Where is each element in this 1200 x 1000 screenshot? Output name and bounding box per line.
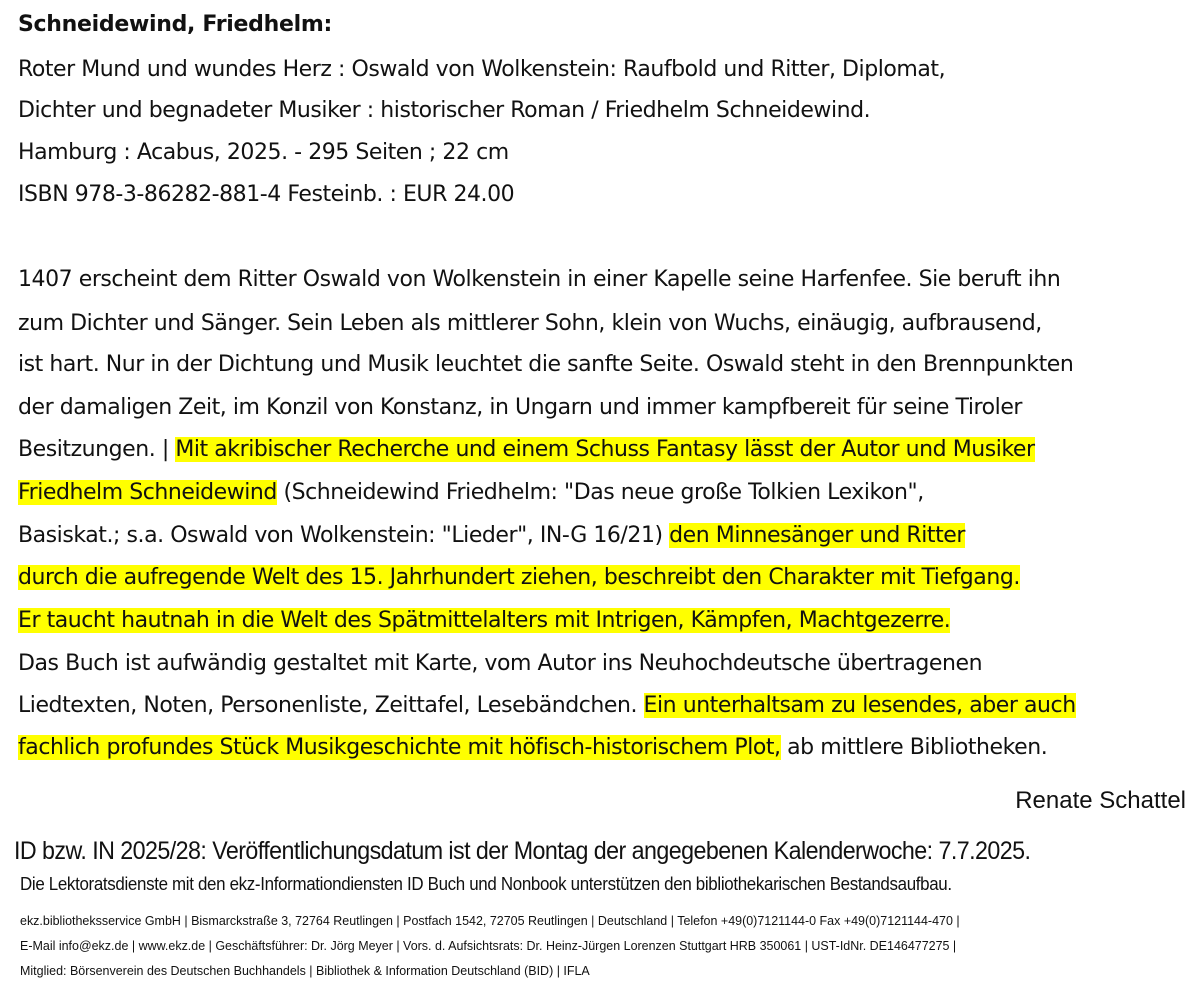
footer-address-line: ekz.bibliotheksservice GmbH | Bismarckstraße 3, 72764 Reutlingen | Postfach 1542, 72705 Reutlingen | Deutschland | Telefon +49(0)7121144-0 Fax +49(0)7121144-470 | <box>20 913 960 928</box>
author-heading: Schneidewind, Friedhelm: <box>18 12 332 37</box>
review-segment: ab mittlere Bibliotheken. <box>780 735 1048 760</box>
highlighted-segment: durch die aufregende Welt des 15. Jahrhundert ziehen, beschreibt den Charakter mit Tiefgang. <box>18 565 1020 590</box>
footer-membership-line: Mitglied: Börsenverein des Deutschen Buchhandels | Bibliothek & Information Deutschland (BID) | IFLA <box>20 963 590 978</box>
highlighted-segment: fachlich profundes Stück Musikgeschichte mit höfisch-historischem Plot, <box>18 735 781 760</box>
footer-contact-line: E-Mail info@ekz.de | www.ekz.de | Geschäftsführer: Dr. Jörg Meyer | Vors. d. Aufsichtsrats: Dr. Heinz-Jürgen Lorenzen Stuttgart HRB 350061 | UST-IdNr. DE146477275 | <box>20 938 957 953</box>
review-line: ist hart. Nur in der Dichtung und Musik leuchtet die sanfte Seite. Oswald steht in den Brennpunkten <box>18 352 1074 377</box>
review-line <box>18 606 950 636</box>
review-line <box>18 521 965 551</box>
reviewer-name: Renate Schattel <box>1015 787 1186 814</box>
review-line: Das Buch ist aufwändig gestaltet mit Karte, vom Autor ins Neuhochdeutsche übertragenen <box>18 651 983 676</box>
review-line <box>18 733 1047 763</box>
service-description-line: Die Lektoratsdienste mit den ekz-Informationdiensten ID Buch und Nonbook unterstützen den bibliothekarischen Bestandsaufbau. <box>20 874 952 894</box>
review-segment: Besitzungen. | <box>18 437 176 462</box>
highlighted-segment: Friedhelm Schneidewind <box>18 480 277 505</box>
highlighted-segment: Ein unterhaltsam zu lesendes, aber auch <box>643 693 1076 718</box>
review-segment: Basiskat.; s.a. Oswald von Wolkenstein: "Lieder", IN-G 16/21) <box>18 523 670 548</box>
highlighted-segment: Er taucht hautnah in die Welt des Spätmittelalters mit Intrigen, Kämpfen, Machtgezerre. <box>18 608 951 633</box>
publication-date-line: ID bzw. IN 2025/28: Veröffentlichungsdatum ist der Montag der angegebenen Kalenderwoche: 7.7.2025. <box>14 837 1031 865</box>
highlighted-segment: Mit akribischer Recherche und einem Schuss Fantasy lässt der Autor und Musiker <box>175 437 1035 462</box>
review-line: der damaligen Zeit, im Konzil von Konstanz, in Ungarn und immer kampfbereit für seine Tiroler <box>18 395 1022 420</box>
review-line: zum Dichter und Sänger. Sein Leben als mittlerer Sohn, klein von Wuchs, einäugig, aufbrausend, <box>18 311 1042 336</box>
review-line: 1407 erscheint dem Ritter Oswald von Wolkenstein in einer Kapelle seine Harfenfee. Sie beruft ihn <box>18 267 1061 292</box>
review-line <box>18 563 1020 593</box>
isbn-line: ISBN 978-3-86282-881-4 Festeinb. : EUR 24.00 <box>18 182 515 207</box>
review-line <box>18 435 1035 465</box>
review-segment: Liedtexten, Noten, Personenliste, Zeittafel, Lesebändchen. <box>18 693 644 718</box>
title-line-1: Roter Mund und wundes Herz : Oswald von Wolkenstein: Raufbold und Ritter, Diplomat, <box>18 57 946 82</box>
highlighted-segment: den Minnesänger und Ritter <box>669 523 965 548</box>
review-line <box>18 478 924 508</box>
review-segment: (Schneidewind Friedhelm: "Das neue große Tolkien Lexikon", <box>276 480 924 505</box>
title-line-2: Dichter und begnadeter Musiker : historischer Roman / Friedhelm Schneidewind. <box>18 98 871 123</box>
review-line <box>18 691 1076 721</box>
imprint-line: Hamburg : Acabus, 2025. - 295 Seiten ; 22 cm <box>18 140 509 165</box>
